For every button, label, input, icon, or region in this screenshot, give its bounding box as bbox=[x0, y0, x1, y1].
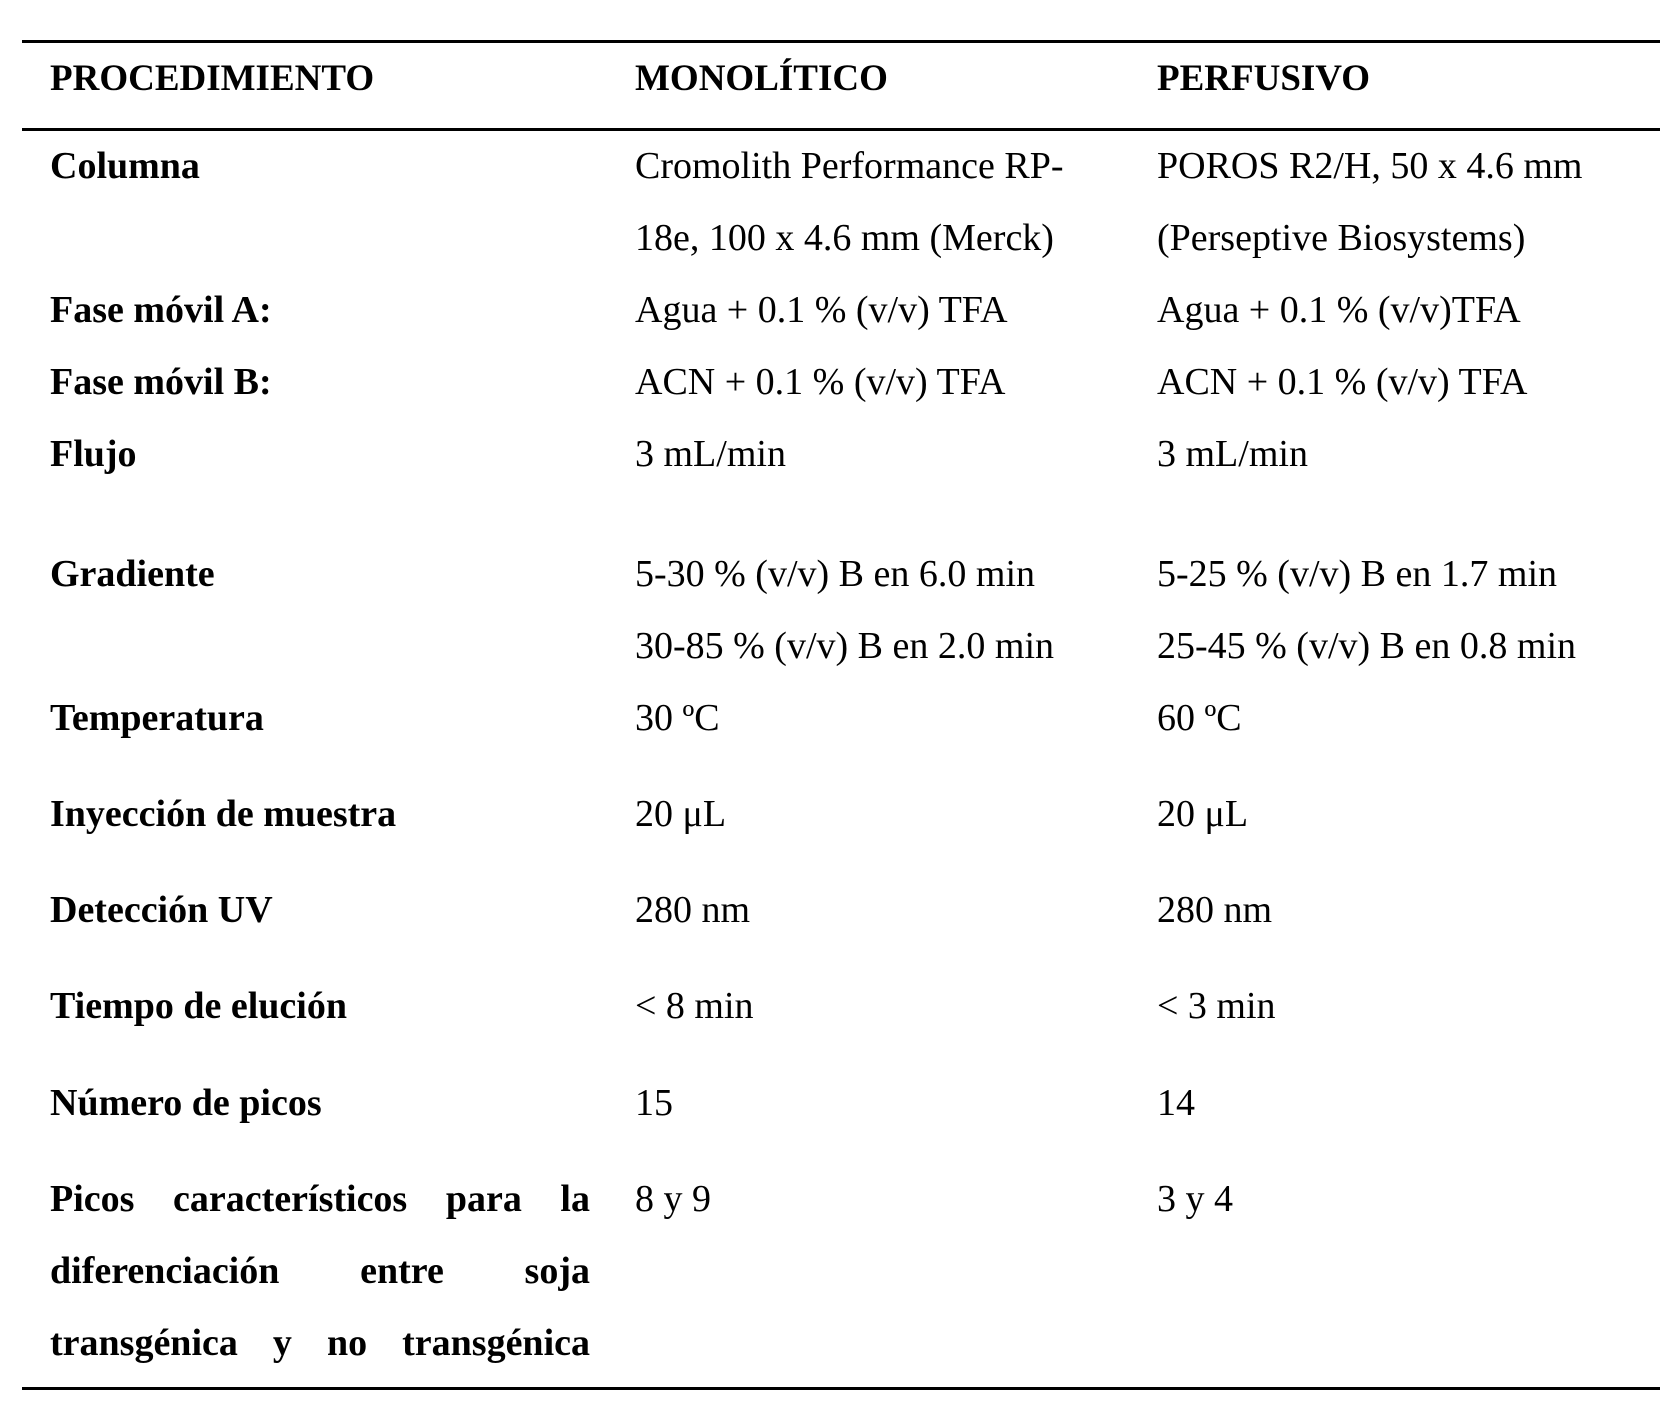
cell-perfusivo-gradiente-line2: 25-45 % (v/v) B en 0.8 min bbox=[1157, 625, 1577, 667]
cell-monolitico-picos-caracteristicos: 8 y 9 bbox=[635, 1178, 711, 1220]
row-label-fase-movil-b: Fase móvil B: bbox=[50, 361, 272, 403]
row-label-columna: Columna bbox=[50, 145, 200, 187]
cell-perfusivo-tiempo-elucion: < 3 min bbox=[1157, 985, 1276, 1027]
cell-monolitico-columna-line1: Cromolith Performance RP- bbox=[635, 145, 1064, 187]
cell-perfusivo-fase-movil-b: ACN + 0.1 % (v/v) TFA bbox=[1157, 361, 1528, 403]
row-label-picos-caracteristicos: Picos característicos para la diferenciación entre soja transgénica y no transgénica bbox=[50, 1178, 590, 1364]
header-perfusivo: PERFUSIVO bbox=[1157, 58, 1371, 99]
cell-monolitico-fase-movil-b: ACN + 0.1 % (v/v) TFA bbox=[635, 361, 1006, 403]
cell-monolitico-flujo: 3 mL/min bbox=[635, 433, 786, 475]
cell-perfusivo-deteccion-uv: 280 nm bbox=[1157, 889, 1273, 931]
cell-monolitico-temperatura: 30 ºC bbox=[635, 697, 720, 739]
cell-perfusivo-picos-caracteristicos: 3 y 4 bbox=[1157, 1178, 1233, 1220]
header-monolitico: MONOLÍTICO bbox=[635, 58, 888, 99]
cell-perfusivo-fase-movil-a: Agua + 0.1 % (v/v)TFA bbox=[1157, 289, 1521, 331]
cell-perfusivo-gradiente-line1: 5-25 % (v/v) B en 1.7 min bbox=[1157, 553, 1558, 595]
row-label-deteccion-uv: Detección UV bbox=[50, 889, 273, 931]
row-label-flujo: Flujo bbox=[50, 433, 137, 475]
row-label-numero-picos: Número de picos bbox=[50, 1082, 322, 1124]
cell-perfusivo-flujo: 3 mL/min bbox=[1157, 433, 1308, 475]
cell-perfusivo-inyeccion: 20 μL bbox=[1157, 793, 1249, 835]
cell-perfusivo-numero-picos: 14 bbox=[1157, 1082, 1195, 1124]
row-label-fase-movil-a: Fase móvil A: bbox=[50, 289, 272, 331]
cell-perfusivo-columna-line2: (Perseptive Biosystems) bbox=[1157, 217, 1526, 259]
cell-monolitico-fase-movil-a: Agua + 0.1 % (v/v) TFA bbox=[635, 289, 1008, 331]
row-label-inyeccion: Inyección de muestra bbox=[50, 793, 397, 835]
cell-monolitico-tiempo-elucion: < 8 min bbox=[635, 985, 754, 1027]
cell-perfusivo-temperatura: 60 ºC bbox=[1157, 697, 1242, 739]
cell-monolitico-gradiente-line2: 30-85 % (v/v) B en 2.0 min bbox=[635, 625, 1055, 667]
header-procedimiento: PROCEDIMIENTO bbox=[50, 58, 375, 99]
row-label-temperatura: Temperatura bbox=[50, 697, 264, 739]
cell-monolitico-numero-picos: 15 bbox=[635, 1082, 673, 1124]
table-bottom-rule bbox=[22, 1387, 1660, 1390]
cell-monolitico-columna-line2: 18e, 100 x 4.6 mm (Merck) bbox=[635, 217, 1054, 259]
cell-monolitico-deteccion-uv: 280 nm bbox=[635, 889, 751, 931]
cell-perfusivo-columna-line1: POROS R2/H, 50 x 4.6 mm bbox=[1157, 145, 1583, 187]
cell-monolitico-inyeccion: 20 μL bbox=[635, 793, 727, 835]
cell-monolitico-gradiente-line1: 5-30 % (v/v) B en 6.0 min bbox=[635, 553, 1036, 595]
row-label-tiempo-elucion: Tiempo de elución bbox=[50, 985, 347, 1027]
row-label-gradiente: Gradiente bbox=[50, 553, 215, 595]
